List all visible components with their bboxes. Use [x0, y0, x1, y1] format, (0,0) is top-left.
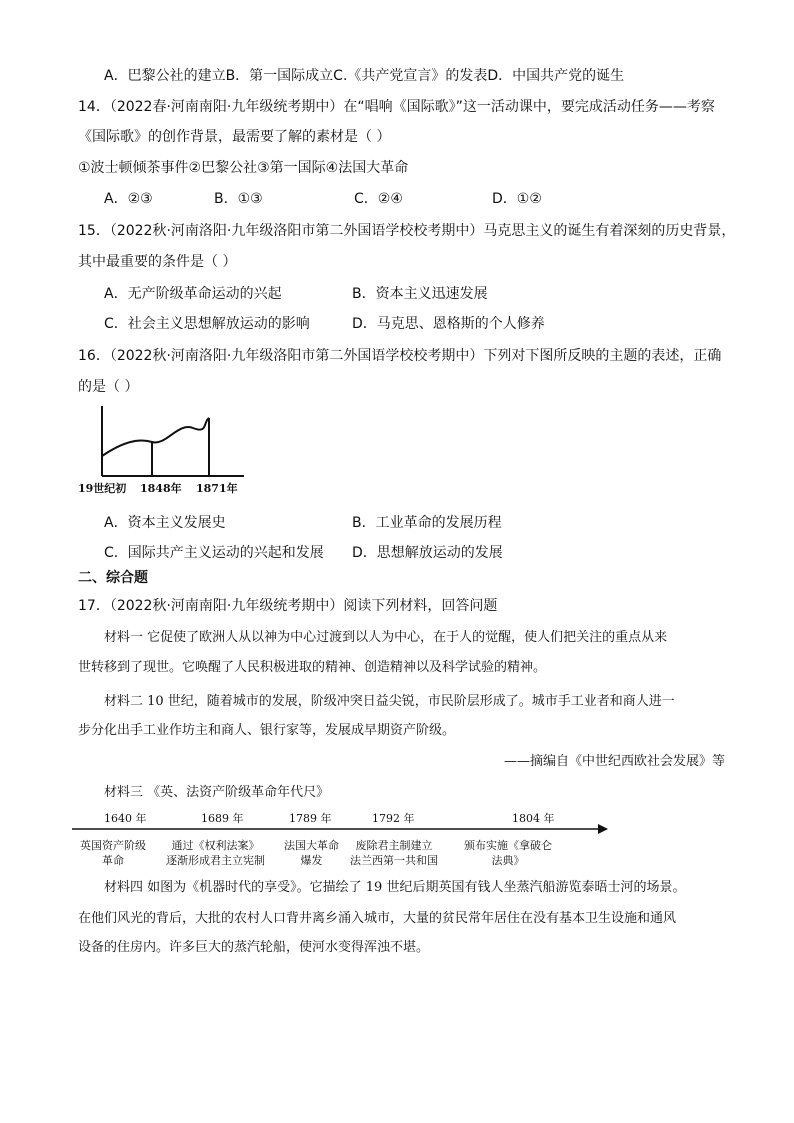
timeline-arrow — [598, 824, 608, 834]
q16-option-b[interactable]: B．工业革命的发展历程 — [352, 515, 502, 531]
timeline-year-1792: 1792 年 — [372, 812, 415, 825]
event-1792-line2: 法兰西第一共和国 — [350, 854, 438, 867]
q15-stem-line2: 其中最重要的条件是（ ） — [78, 254, 237, 270]
timeline-year-1640: 1640 年 — [104, 812, 147, 825]
q14-option-d[interactable]: D．①② — [492, 191, 542, 207]
graph-label-1848: 1848年 — [140, 482, 182, 495]
event-1792-line1: 废除君主制建立 — [355, 839, 433, 852]
q17-material2-line2: 步分化出手工业作坊主和商人、银行家等，发展成早期资产阶级。 — [78, 723, 456, 738]
section-title: 二、综合题 — [78, 570, 148, 586]
q16-graph — [78, 402, 248, 494]
q16-stem-line1: 16．（2022秋·河南洛阳·九年级洛阳市第二外国语学校校考期中）下列对下图所反映的主题的表述，正确 — [78, 348, 722, 364]
timeline-event-1640 — [80, 838, 146, 868]
event-1789-line2: 爆发 — [300, 854, 323, 867]
q16-option-c[interactable]: C．国际共产主义运动的兴起和发展 — [104, 545, 324, 561]
event-1789-line1: 法国大革命 — [284, 839, 339, 852]
event-1804-line1: 颁布实施《拿破仑 — [464, 839, 552, 852]
q17-material1-line2: 世转移到了现世。它唤醒了人民积极进取的精神、创造精神以及科学试验的精神。 — [78, 660, 547, 675]
q16-graph-svg — [78, 402, 248, 480]
timeline-event-1792 — [350, 838, 438, 868]
graph-curve — [102, 418, 209, 456]
event-1689-line2: 逐渐形成君主立宪制 — [166, 854, 265, 867]
timeline-event-1689 — [166, 838, 265, 868]
q14-materials: ①波士顿倾茶事件②巴黎公社③第一国际④法国大革命 — [78, 160, 409, 176]
q13-options: A．巴黎公社的建立B．第一国际成立C.《共产党宣言》的发表D．中国共产党的诞生 — [104, 68, 625, 84]
q14-option-b[interactable]: B．①③ — [214, 191, 263, 207]
q15-stem-line1: 15．（2022秋·河南洛阳·九年级洛阳市第二外国语学校校考期中）马克思主义的诞生有着深刻的历史背景， — [78, 223, 736, 239]
timeline-axis — [72, 822, 612, 838]
timeline-event-1804 — [464, 838, 552, 868]
q15-option-a[interactable]: A．无产阶级革命运动的兴起 — [104, 286, 282, 302]
q14-stem-line2: 《国际歌》的创作背景，最需要了解的素材是（ ） — [78, 129, 391, 145]
q16-stem-line2: 的是（ ） — [78, 379, 139, 395]
q15-option-b[interactable]: B．资本主义迅速发展 — [352, 286, 488, 302]
q17-material4-line2: 在他们风光的背后，大批的农村人口背井离乡涌入城市，大量的贫民常年居住在没有基本卫生设施和通风 — [78, 911, 677, 926]
q17-material4-line1: 材料四 如图为《机器时代的享受》。它描绘了 19 世纪后期英国有钱人坐蒸汽船游览泰晤士河的场景。 — [104, 880, 686, 895]
event-1689-line1: 通过《权利法案》 — [171, 839, 260, 852]
event-1640-line1: 英国资产阶级 — [80, 839, 146, 852]
q14-option-c[interactable]: C．②④ — [354, 191, 403, 207]
q17-material2-line1: 材料二 10 世纪，随着城市的发展，阶级冲突日益尖锐，市民阶层形成了。城市手工业者和商人进一 — [104, 694, 675, 709]
q16-option-d[interactable]: D．思想解放运动的发展 — [352, 545, 503, 561]
event-1640-line2: 革命 — [102, 854, 124, 867]
q17-source: ——摘编自《中世纪西欧社会发展》等 — [504, 754, 726, 769]
q17-material3-title: 材料三 《英、法资产阶级革命年代尺》 — [104, 785, 330, 800]
q17-material1-line1: 材料一 它促使了欧洲人从以神为中心过渡到以人为中心，在于人的觉醒，使人们把关注的重点从来 — [104, 630, 668, 645]
timeline-year-1689: 1689 年 — [201, 812, 244, 825]
q17-timeline — [80, 810, 620, 870]
timeline-year-1804: 1804 年 — [512, 812, 555, 825]
timeline-year-1789: 1789 年 — [289, 812, 332, 825]
q16-option-a[interactable]: A．资本主义发展史 — [104, 515, 226, 531]
q17-stem: 17．（2022秋·河南南阳·九年级统考期中）阅读下列材料，回答问题 — [78, 598, 498, 614]
q15-option-c[interactable]: C．社会主义思想解放运动的影响 — [104, 316, 310, 332]
timeline-event-1789 — [284, 838, 339, 868]
q17-material4-line3: 设备的住房内。许多巨大的蒸汽轮船，使河水变得浑浊不堪。 — [78, 940, 430, 955]
q15-option-d[interactable]: D．马克思、恩格斯的个人修养 — [352, 316, 545, 332]
event-1804-line2: 法典》 — [491, 854, 525, 867]
graph-label-1871: 1871年 — [196, 482, 238, 495]
q14-stem-line1: 14．（2022春·河南南阳·九年级统考期中）在“唱响《国际歌》”这一活动课中，要完成活动任务——考察 — [78, 99, 715, 115]
graph-label-start: 19世纪初 — [78, 482, 127, 495]
q14-option-a[interactable]: A．②③ — [104, 191, 153, 207]
